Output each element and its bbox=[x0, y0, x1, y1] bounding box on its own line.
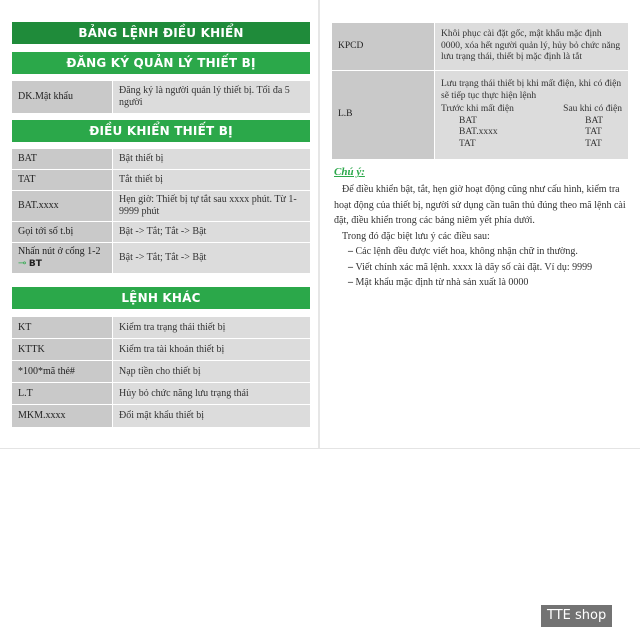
table-row bbox=[332, 71, 628, 159]
table-row bbox=[12, 191, 310, 222]
description-cell: Đăng ký là người quản lý thiết bị. Tối đa 5 người bbox=[113, 81, 311, 113]
list-item: – Viết chính xác mã lệnh. xxxx là dãy số cài đặt. Ví dụ: 9999 bbox=[348, 260, 628, 276]
description-cell: Tắt thiết bị bbox=[113, 170, 311, 191]
table-row bbox=[12, 383, 310, 405]
table-row bbox=[12, 361, 310, 383]
description-cell: Đổi mật khẩu thiết bị bbox=[113, 405, 311, 427]
command-cell: KPCD bbox=[332, 23, 435, 71]
description-cell: Kiểm tra tài khoản thiết bị bbox=[113, 339, 311, 361]
table-row bbox=[12, 222, 310, 243]
description-cell: Bật -> Tắt; Tắt -> Bật bbox=[113, 222, 311, 243]
description-cell: Bật -> Tắt; Tắt -> Bật bbox=[113, 243, 311, 274]
command-cell: TAT bbox=[12, 170, 113, 191]
other-commands-table bbox=[12, 316, 310, 427]
state-after-item: TAT bbox=[585, 127, 602, 138]
command-cell: KT bbox=[12, 317, 113, 339]
table-row bbox=[12, 317, 310, 339]
state-after-item: TAT bbox=[585, 138, 602, 149]
page-bottom-edge bbox=[0, 448, 640, 449]
state-before-column bbox=[441, 104, 514, 150]
command-cell: DK.Mật khẩu bbox=[12, 81, 113, 113]
shop-watermark: TTE shop bbox=[541, 605, 612, 627]
command-cell bbox=[12, 243, 113, 274]
command-cell: *100*mã thẻ# bbox=[12, 361, 113, 383]
note-paragraph: Trong đó đặc biệt lưu ý các điều sau: bbox=[342, 230, 490, 242]
table-row bbox=[12, 243, 310, 274]
state-after-header: Sau khi có điện bbox=[563, 104, 622, 115]
table-row bbox=[12, 339, 310, 361]
state-after-item: BAT bbox=[585, 115, 604, 126]
power-state-columns bbox=[441, 104, 622, 150]
description-cell: Hủy bỏ chức năng lưu trạng thái bbox=[113, 383, 311, 405]
state-before-item: BAT bbox=[459, 115, 477, 126]
command-label: Nhấn nút ở cổng 1-2 bbox=[18, 246, 101, 257]
note-body bbox=[334, 182, 628, 291]
bt-label: BT bbox=[28, 259, 42, 269]
table-row bbox=[12, 81, 310, 113]
command-cell: MKM.xxxx bbox=[12, 405, 113, 427]
main-title: BẢNG LỆNH ĐIỀU KHIỂN bbox=[12, 22, 310, 44]
table-row bbox=[12, 405, 310, 427]
description-cell: Hẹn giờ: Thiết bị tự tắt sau xxxx phút. Từ 1-9999 phút bbox=[113, 191, 311, 222]
description-cell: Kiểm tra trạng thái thiết bị bbox=[113, 317, 311, 339]
control-table bbox=[12, 148, 310, 273]
state-before-item: BAT.xxxx bbox=[459, 127, 498, 138]
description-cell: Nạp tiền cho thiết bị bbox=[113, 361, 311, 383]
state-after-column bbox=[563, 104, 622, 150]
list-item: – Các lệnh đều được viết hoa, không nhận chữ in thường. bbox=[348, 244, 628, 260]
command-cell: L.T bbox=[12, 383, 113, 405]
note-title: Chú ý: bbox=[334, 166, 365, 178]
description-cell: Bật thiết bị bbox=[113, 149, 311, 170]
button-press-icon: ⊸ bbox=[18, 258, 27, 269]
command-cell: L.B bbox=[332, 71, 435, 159]
register-table bbox=[12, 80, 310, 113]
list-item: – Mật khẩu mặc định từ nhà sản xuất là 0000 bbox=[348, 275, 628, 291]
section-title-other: LỆNH KHÁC bbox=[12, 287, 310, 309]
table-row bbox=[12, 170, 310, 191]
note-paragraph: Để điều khiển bật, tắt, hẹn giờ hoạt động cũng như cấu hình, kiểm tra hoạt động của thiết bị, người sử dụng cần tuân thủ đúng theo mã lệnh cài đặt, điều khiển trong các bảng niêm yết phía dưới. bbox=[334, 184, 626, 226]
description-cell bbox=[435, 71, 629, 159]
reset-and-memory-table bbox=[332, 22, 628, 159]
state-before-item: TAT bbox=[459, 138, 476, 149]
section-title-control: ĐIỀU KHIỂN THIẾT BỊ bbox=[12, 120, 310, 142]
table-row bbox=[12, 149, 310, 170]
command-cell: KTTK bbox=[12, 339, 113, 361]
table-row bbox=[332, 23, 628, 71]
command-cell: Gọi tới số t.bị bbox=[12, 222, 113, 243]
note-list bbox=[334, 244, 628, 291]
section-title-register: ĐĂNG KÝ QUẢN LÝ THIẾT BỊ bbox=[12, 52, 310, 74]
description-text: Lưu trạng thái thiết bị khi mất điện, khi có điện sẽ tiếp tục thực hiện lệnh bbox=[441, 79, 622, 101]
command-cell: BAT bbox=[12, 149, 113, 170]
state-before-header: Trước khi mất điện bbox=[441, 104, 514, 115]
description-cell: Khôi phục cài đặt gốc, mật khẩu mặc định 0000, xóa hết người quản lý, hủy bỏ chức năng lưu trạng thái, thiết bị mặc định là tắt bbox=[435, 23, 629, 71]
command-cell: BAT.xxxx bbox=[12, 191, 113, 222]
